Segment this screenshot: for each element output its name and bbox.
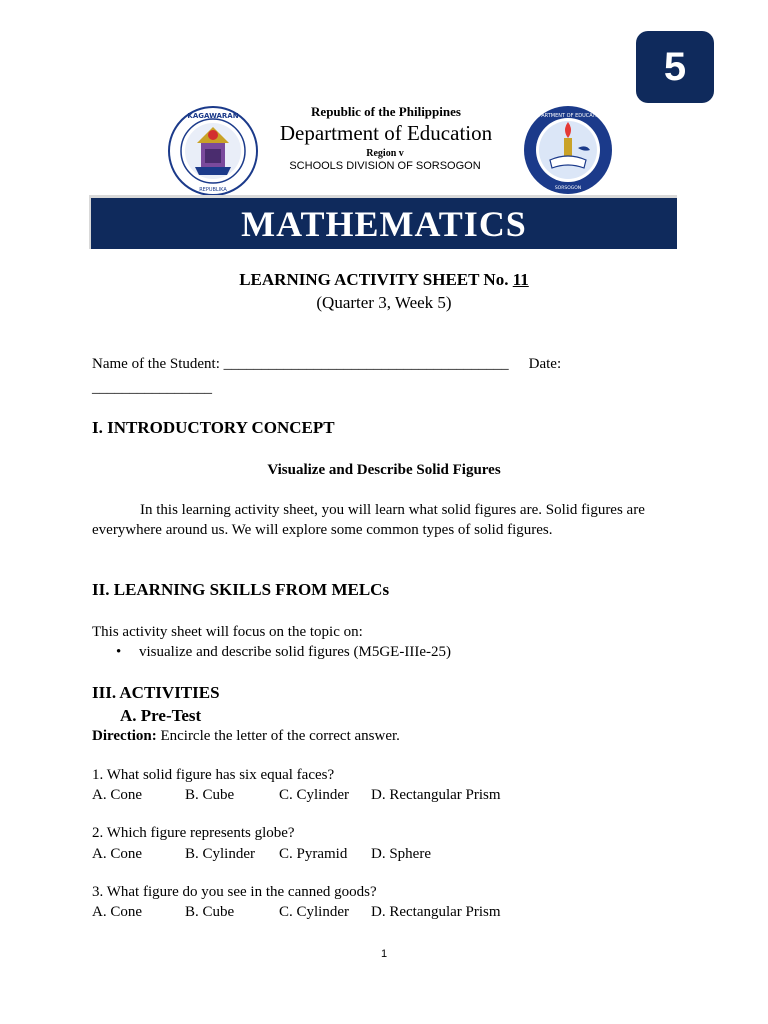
question-1: 1. What solid figure has six equal faces? (92, 767, 335, 783)
sheet-title (0, 270, 768, 290)
intro-heading: I. INTRODUCTORY CONCEPT (92, 418, 335, 437)
sheet-number: 11 (512, 270, 529, 289)
svg-text:KAGAWARAN: KAGAWARAN (187, 112, 239, 120)
date-blank: ________________ (92, 380, 212, 396)
intro-subtitle: Visualize and Describe Solid Figures (267, 462, 501, 478)
svg-text:REPUBLIKA: REPUBLIKA (199, 187, 227, 193)
choice-b[interactable]: B. Cube (185, 904, 235, 920)
skills-bullet-text: visualize and describe solid figures (M5GE-IIIe-25) (139, 644, 451, 660)
division-seal-logo (522, 104, 614, 196)
date-label: Date: (528, 356, 562, 372)
bullet-icon: • (116, 644, 122, 660)
direction-label: Direction: (92, 728, 157, 744)
choice-b[interactable]: B. Cube (185, 787, 235, 803)
svg-text:DEPARTMENT OF EDUCATION: DEPARTMENT OF EDUCATION (531, 113, 605, 119)
division-line: SCHOOLS DIVISION OF SORSOGON (289, 160, 481, 172)
intro-paragraph: In this learning activity sheet, you will learn what solid figures are. Solid figures are everywhere around us. We will explore some common types of solid figures. (92, 502, 645, 538)
subject-title: MATHEMATICS (241, 203, 527, 244)
department-name: Department of Education (279, 121, 493, 145)
choice-d[interactable]: D. Rectangular Prism (371, 787, 501, 803)
activities-heading: III. ACTIVITIES (92, 683, 220, 702)
question-1-choices (92, 787, 501, 804)
republic-line: Republic of the Philippines (311, 104, 461, 119)
student-name-label: Name of the Student: ______________________________________ (92, 356, 509, 372)
direction-text: Encircle the letter of the correct answer. (156, 728, 400, 744)
question-3: 3. What figure do you see in the canned goods? (92, 884, 377, 900)
quarter-line: (Quarter 3, Week 5) (316, 293, 452, 312)
choice-c[interactable]: C. Cylinder (279, 904, 349, 920)
choice-d[interactable]: D. Sphere (371, 846, 431, 862)
skills-focus-text: This activity sheet will focus on the topic on: (92, 624, 363, 640)
pretest-heading: A. Pre-Test (120, 706, 202, 725)
question-2-choices (92, 846, 431, 863)
region-line: Region v (366, 148, 404, 159)
grade-badge: 5 (636, 31, 714, 103)
subject-banner (89, 195, 677, 249)
question-2: 2. Which figure represents globe? (92, 825, 295, 841)
choice-a[interactable]: A. Cone (92, 846, 142, 862)
question-3-choices (92, 904, 501, 921)
choice-a[interactable]: A. Cone (92, 904, 142, 920)
page-number: 1 (380, 948, 388, 960)
sheet-title-prefix: LEARNING ACTIVITY SHEET No. (239, 270, 513, 289)
direction-line (92, 728, 400, 745)
choice-c[interactable]: C. Pyramid (279, 846, 348, 862)
choice-d[interactable]: D. Rectangular Prism (371, 904, 501, 920)
choice-c[interactable]: C. Cylinder (279, 787, 349, 803)
student-name-row (92, 356, 561, 373)
svg-text:SORSOGON: SORSOGON (554, 186, 582, 191)
skills-heading: II. LEARNING SKILLS FROM MELCs (92, 580, 390, 599)
choice-b[interactable]: B. Cylinder (185, 846, 255, 862)
deped-seal-logo (167, 105, 259, 197)
choice-a[interactable]: A. Cone (92, 787, 142, 803)
